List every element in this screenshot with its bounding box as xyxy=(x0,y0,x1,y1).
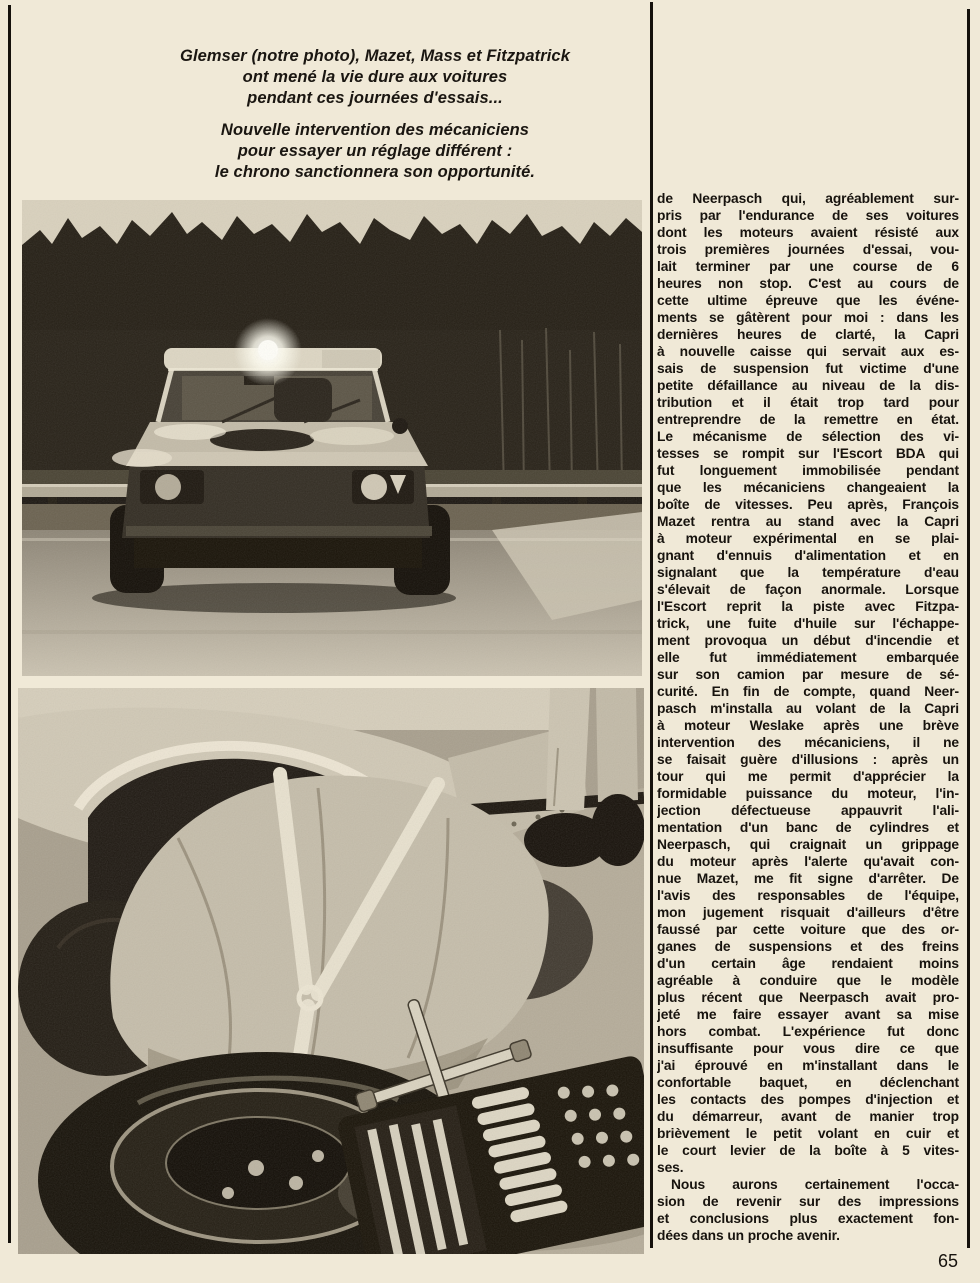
text-line: dernières heures de clarté, la Capri xyxy=(657,327,959,342)
left-edge-rule xyxy=(8,5,11,1243)
text-line: que les mécaniciens changeaient la xyxy=(657,480,959,495)
text-line: plus récent que Neerpasch avait pro- xyxy=(657,990,959,1005)
text-line: à moteur Weslake après une brève xyxy=(657,718,959,733)
text-line: de Neerpasch qui, agréablement sur- xyxy=(657,191,959,206)
text-line: Glemser (notre photo), Mazet, Mass et Fitzpatrick xyxy=(180,47,570,65)
text-line: sion de revenir sur des impressions xyxy=(657,1194,959,1209)
text-line: gnant d'ennuis d'alimentation et en xyxy=(657,548,959,563)
text-line: du démarreur, avant de manier trop xyxy=(657,1109,959,1124)
text-line: boîte de vitesses. Peu après, François xyxy=(657,497,959,512)
text-line: pendant ces journées d'essais... xyxy=(247,89,503,107)
text-line: Nous aurons certainement l'occa- xyxy=(671,1177,959,1192)
race-car-photo-illustration xyxy=(22,200,642,676)
text-line: confortable baquet, en déclenchant xyxy=(657,1075,959,1090)
article-text-column xyxy=(657,190,959,1244)
text-line: jeté me faire essayer avant sa mise xyxy=(657,1007,959,1022)
text-line: d'un certain âge rendaient moins xyxy=(657,956,959,971)
text-line: mon jugement risquait d'ailleurs d'être xyxy=(657,905,959,920)
mechanic-photo-illustration xyxy=(18,688,644,1254)
text-line: curité. En fin de compte, quand Neer- xyxy=(657,684,959,699)
text-line: trois premières journées d'essai, vou- xyxy=(657,242,959,257)
text-line: cette ultime épreuve que les événe- xyxy=(657,293,959,308)
text-line: dont les moteurs avaient résisté aux xyxy=(657,225,959,240)
text-line: Nouvelle intervention des mécaniciens xyxy=(220,121,530,139)
text-line: et conclusions plus exactement fon- xyxy=(657,1211,959,1226)
text-line: tribution et il était trop tard pour xyxy=(657,395,959,410)
text-line: l'Escort reprit la piste avec Fitzpa- xyxy=(657,599,959,614)
text-line: trick, une fuite d'huile sur l'échappe- xyxy=(657,616,959,631)
text-line: Neerpasch, qui craignait un grippage xyxy=(657,837,959,852)
article-paragraph xyxy=(657,190,959,1176)
text-line: entreprendre de la remettre en état. xyxy=(657,412,959,427)
text-line: sur son camion par mesure de sé- xyxy=(657,667,959,682)
text-line: tesses se rompit sur l'Escort BDA qui xyxy=(657,446,959,461)
text-line: ment provoqua un début d'incendie et xyxy=(657,633,959,648)
text-line: faussé par cette voiture que des or- xyxy=(657,922,959,937)
text-line: hors combat. L'expérience fut donc xyxy=(657,1024,959,1039)
photo-mechanic-under-car xyxy=(18,688,644,1254)
article-paragraph xyxy=(657,1176,959,1244)
text-line: petite défaillance au niveau de la dis- xyxy=(657,378,959,393)
photo-caption-mechanics xyxy=(100,120,650,183)
text-line: brièvement le petit volant en cuir et xyxy=(657,1126,959,1141)
text-line: elle fut immédiatement embarquée xyxy=(657,650,959,665)
text-line: jection défectueuse appauvrit l'ali- xyxy=(657,803,959,818)
text-line: ont mené la vie dure aux voitures xyxy=(242,68,508,86)
text-line: ganes de suspensions et des freins xyxy=(657,939,959,954)
text-line: pasch m'installa au volant de la Capri xyxy=(657,701,959,716)
text-line: fut longuement immobilisée pendant xyxy=(657,463,959,478)
text-line: le court levier de la boîte à 5 vites- xyxy=(657,1143,959,1158)
text-line: agréable à conduire que le modèle xyxy=(657,973,959,988)
text-line: ses. xyxy=(657,1160,684,1175)
text-line: s'élevait de façon anormale. Lorsque xyxy=(657,582,959,597)
text-line: à nouvelle caisse qui servait aux es- xyxy=(657,344,959,359)
text-line: Mazet rentra au stand avec la Capri xyxy=(657,514,959,529)
text-line: lait terminer par une course de 6 xyxy=(657,259,959,274)
text-line: ments se gâtèrent pour moi : dans les xyxy=(657,310,959,325)
text-line: dées dans un proche avenir. xyxy=(657,1228,840,1243)
text-line: tour qui me permit d'apprécier la xyxy=(657,769,959,784)
text-line: les contacts des pompes d'injection et xyxy=(657,1092,959,1107)
text-line: pour essayer un réglage différent : xyxy=(237,142,513,160)
text-line: insuffisante pour vous dire ce que xyxy=(657,1041,959,1056)
text-line: le chrono sanctionnera son opportunité. xyxy=(214,163,536,181)
text-line: à moteur expérimental en se plai- xyxy=(657,531,959,546)
text-line: pris par l'endurance de ses voitures xyxy=(657,208,959,223)
right-edge-rule xyxy=(967,9,970,1248)
text-line: du moteur après l'alerte qu'avait con- xyxy=(657,854,959,869)
text-line: Le mécanisme de sélection des vi- xyxy=(657,429,959,444)
text-line: heures non stop. C'est au cours de xyxy=(657,276,959,291)
photo-race-car-on-track xyxy=(22,200,642,676)
text-line: se faisait guère d'illusions : après un xyxy=(657,752,959,767)
text-line: signalant que la température d'eau xyxy=(657,565,959,580)
column-divider-rule xyxy=(650,2,653,1248)
text-line: l'avis des responsables de l'équipe, xyxy=(657,888,959,903)
text-line: nue Mazet, me fit signe d'arrêter. De xyxy=(657,871,959,886)
text-line: sais de suspension fut victime d'une xyxy=(657,361,959,376)
text-line: mentation d'un banc de cylindres et xyxy=(657,820,959,835)
text-line: formidable puissance du moteur, l'in- xyxy=(657,786,959,801)
photo-caption-drivers xyxy=(100,46,650,109)
page-number: 65 xyxy=(937,1251,958,1271)
text-line: j'ai éprouvé en m'installant dans le xyxy=(657,1058,959,1073)
text-line: intervention des mécaniciens, il ne xyxy=(657,735,959,750)
